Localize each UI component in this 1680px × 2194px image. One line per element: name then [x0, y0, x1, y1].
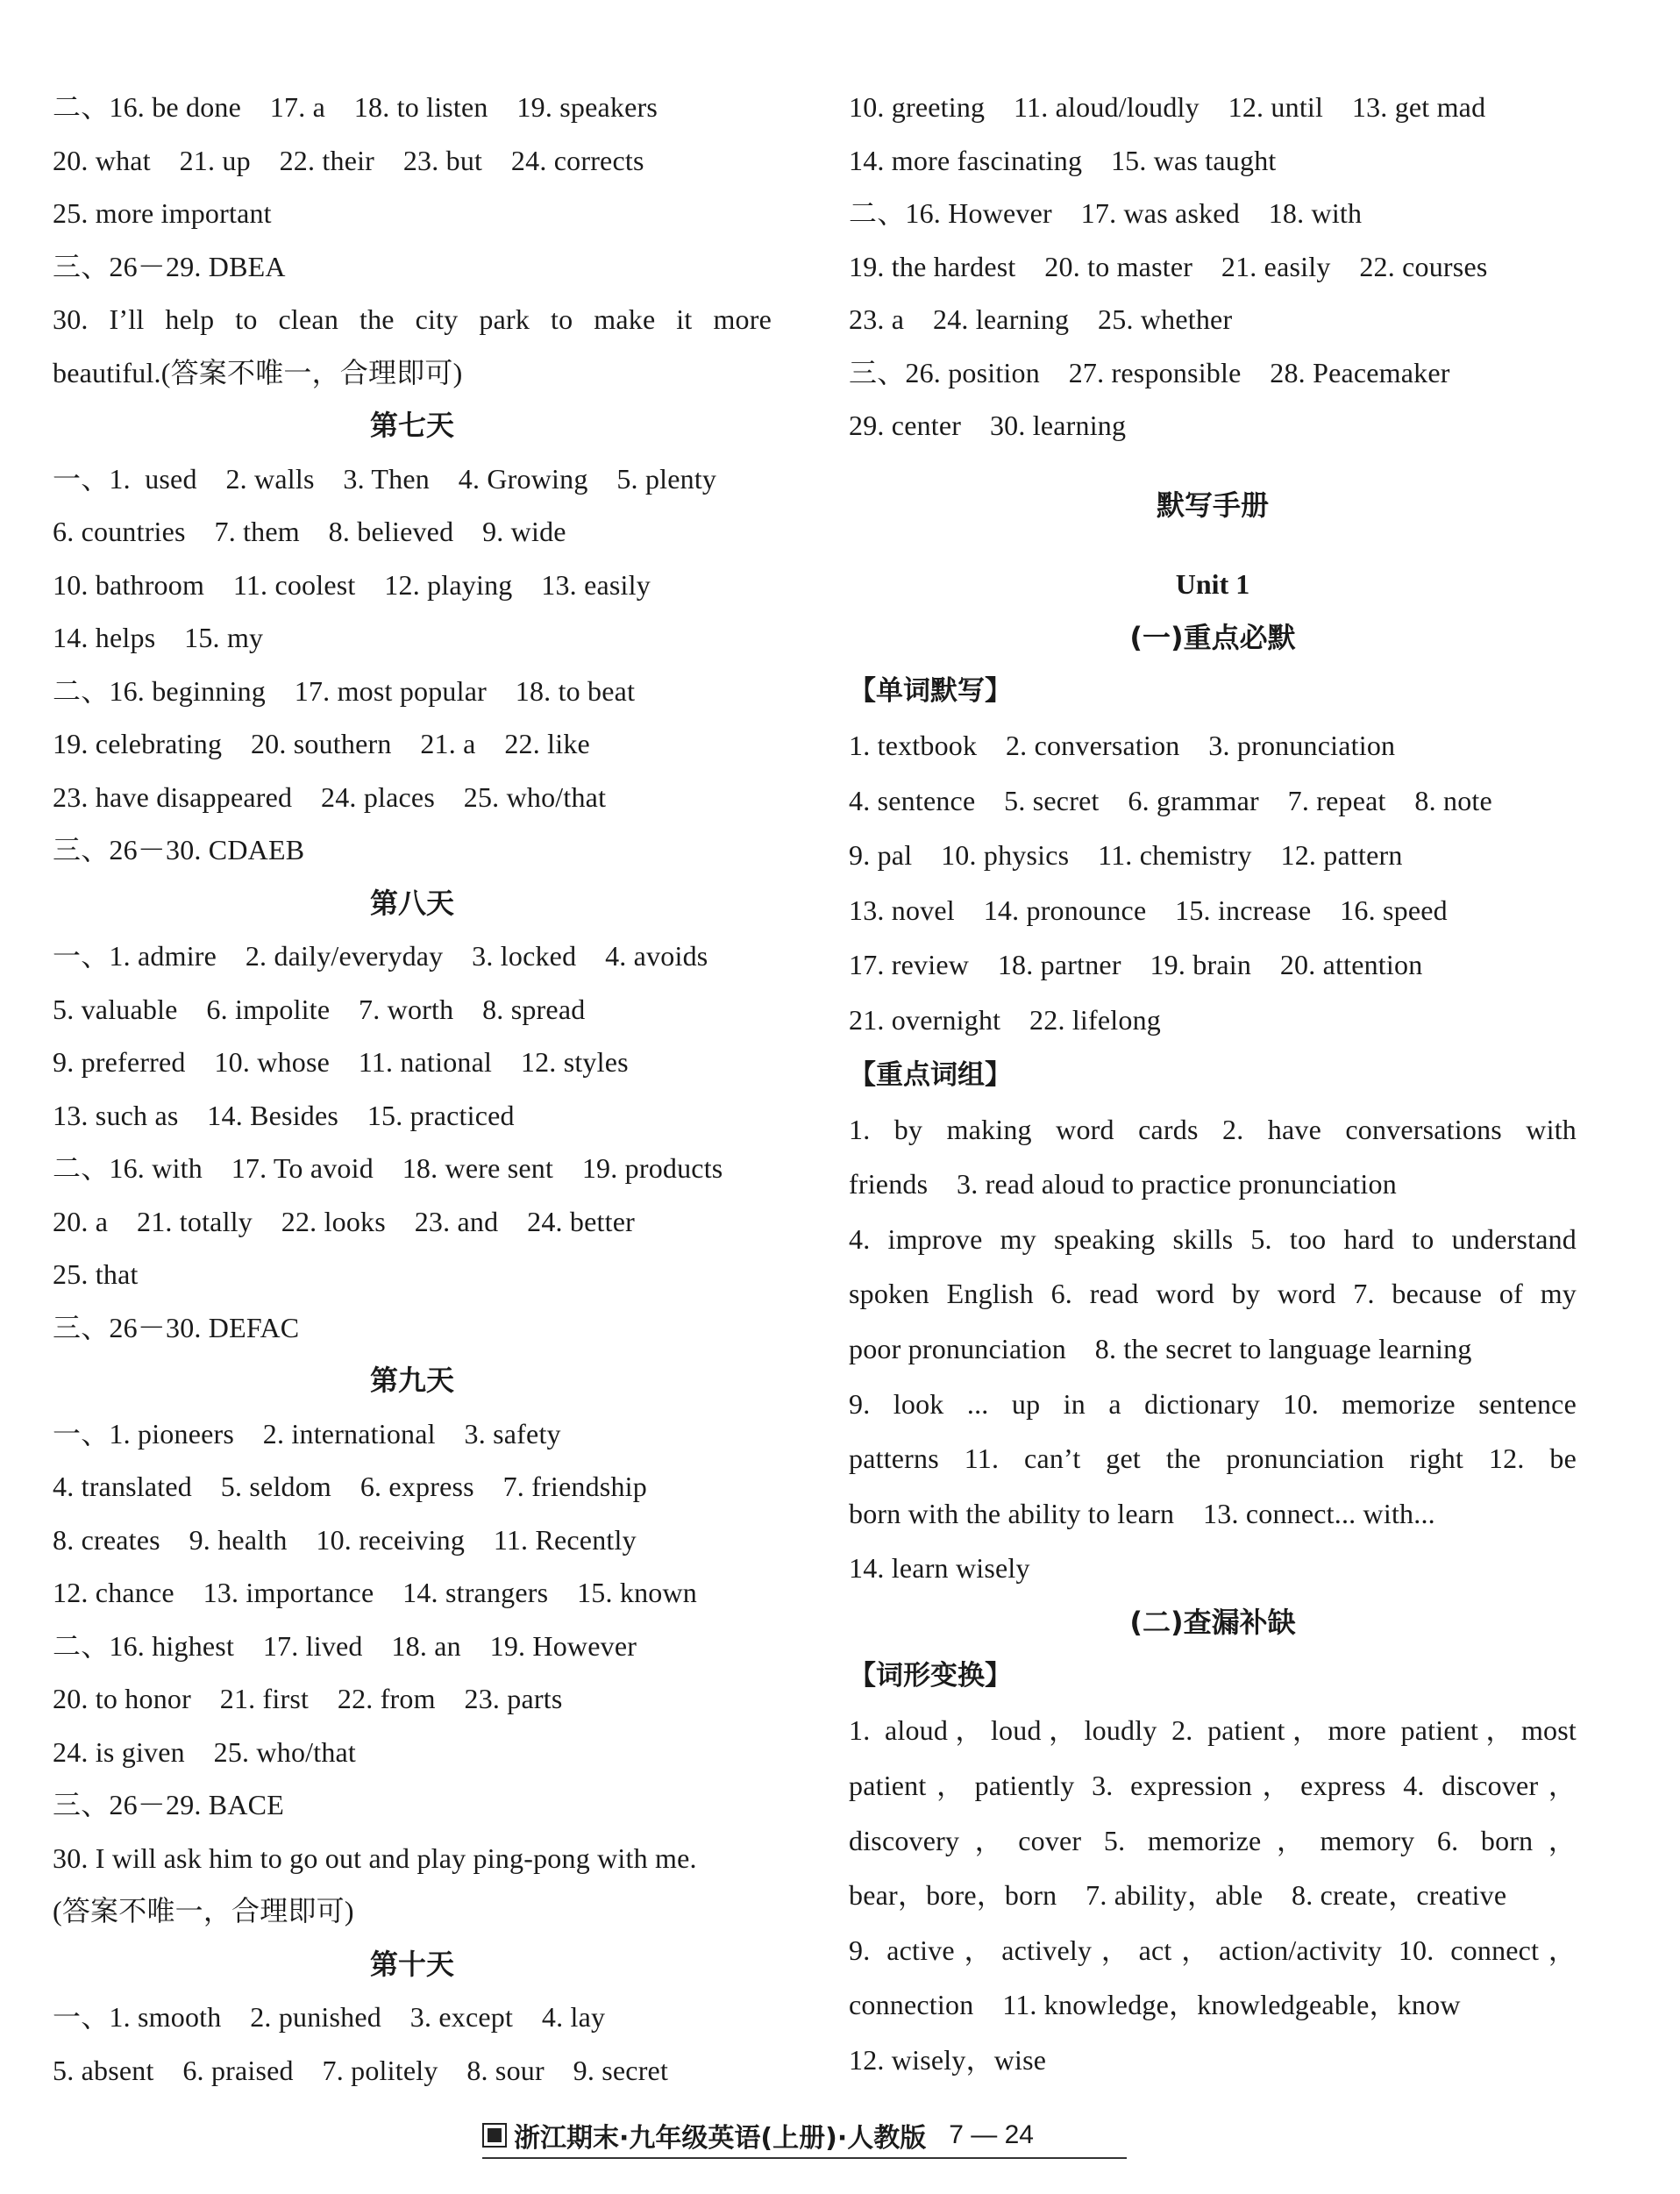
form-line: 9. active，actively，act，action/activity 10. connect，	[849, 1934, 1577, 1966]
form-line: bear，bore，born 7. ability，able 8. create，creative	[849, 1879, 1507, 1912]
phrase-line: 1. by making word cards 2. have conversations with	[849, 1113, 1577, 1145]
handbook-title: 默写手册	[1156, 488, 1269, 522]
word-line: 13. novel 14. pronounce 15. increase 16. speed	[849, 894, 1448, 926]
answer-line: 二、16. highest 17. lived 18. an 19. However	[53, 1629, 637, 1662]
answer-line: 25. that	[53, 1258, 139, 1290]
form-line: discovery，cover 5. memorize，memory 6. born，	[849, 1824, 1577, 1856]
answers-day10	[53, 1991, 772, 2097]
answers-day10-continued	[849, 81, 1577, 452]
answer-line: 23. a 24. learning 25. whether	[849, 303, 1233, 335]
answer-line: 8. creates 9. health 10. receiving 11. Recently	[53, 1523, 637, 1556]
answer-line: 一、1. admire 2. daily/everyday 3. locked 4. avoids	[53, 940, 708, 972]
phrase-line: 14. learn wisely	[849, 1552, 1030, 1585]
phrase-line: 4. improve my speaking skills 5. too hard to understand	[849, 1222, 1577, 1255]
forms-list	[849, 1703, 1577, 2087]
answer-line: 30. I’ll help to clean the city park to make it more	[53, 303, 772, 335]
day7-title: 第七天	[369, 409, 454, 442]
word-line: 17. review 18. partner 19. brain 20. attention	[849, 949, 1423, 981]
word-line: 21. overnight 22. lifelong	[849, 1003, 1161, 1036]
answer-line: 29. center 30. learning	[849, 410, 1127, 441]
publisher-logo-icon	[482, 2123, 507, 2148]
section2-title: (二)查漏补缺	[1129, 1605, 1296, 1639]
answer-line: 三、26－29. DBEA	[53, 250, 286, 282]
answer-line: (答案不唯一，合理即可)	[53, 1895, 354, 1927]
day10-title: 第十天	[369, 1947, 454, 1981]
section1-title: (一)重点必默	[1129, 620, 1296, 654]
answer-line: 20. to honor 21. first 22. from 23. parts	[53, 1683, 563, 1714]
form-line: 1. aloud，loud，loudly 2. patient，more patient，most	[849, 1714, 1577, 1747]
answer-line: 5. absent 6. praised 7. politely 8. sour 9. secret	[53, 2054, 669, 2086]
forms-label: 【词形变换】	[849, 1660, 1012, 1692]
form-line: 12. wisely，wise	[849, 2043, 1047, 2076]
answer-line: 20. what 21. up 22. their 23. but 24. corrects	[53, 144, 644, 176]
answer-line: 二、16. However 17. was asked 18. with	[849, 197, 1363, 229]
answer-line: 10. greeting 11. aloud/loudly 12. until 13. get mad	[849, 91, 1486, 123]
unit-title: Unit 1	[1175, 568, 1250, 600]
form-line: connection 11. knowledge，knowledgeable，know	[849, 1989, 1461, 2021]
day8-title: 第八天	[369, 886, 454, 920]
phrase-line: spoken English 6. read word by word 7. because of my	[849, 1278, 1577, 1310]
answer-line: 二、16. with 17. To avoid 18. were sent 19. products	[53, 1152, 723, 1184]
answer-line: 19. celebrating 20. southern 21. a 22. like	[53, 728, 590, 759]
right-column	[849, 81, 1577, 2088]
word-line: 9. pal 10. physics 11. chemistry 12. pattern	[849, 839, 1403, 872]
answers-day7	[53, 452, 772, 877]
phrase-line: friends 3. read aloud to practice pronunciation	[849, 1168, 1397, 1200]
answer-line: 5. valuable 6. impolite 7. worth 8. spread	[53, 993, 586, 1025]
page-number: 7 — 24	[949, 2120, 1034, 2149]
left-column	[53, 81, 772, 2097]
answer-line: 14. more fascinating 15. was taught	[849, 144, 1277, 176]
answer-line: 三、26－29. BACE	[53, 1789, 284, 1820]
answers-day8	[53, 930, 772, 1354]
answer-line: 23. have disappeared 24. places 25. who/that	[53, 780, 607, 813]
answer-line: 三、26. position 27. responsible 28. Peacemaker	[849, 356, 1450, 388]
answer-line: beautiful.(答案不唯一，合理即可)	[53, 356, 463, 388]
form-line: patient，patiently 3. expression，express 4. discover，	[849, 1770, 1577, 1801]
answer-line: 30. I will ask him to go out and play ping-pong with me.	[53, 1841, 697, 1874]
answer-line: 9. preferred 10. whose 11. national 12. styles	[53, 1046, 629, 1078]
phrases-label: 【重点词组】	[849, 1058, 1012, 1091]
answer-line: 20. a 21. totally 22. looks 23. and 24. better	[53, 1205, 635, 1237]
answer-line: 二、16. be done 17. a 18. to listen 19. speakers	[53, 91, 658, 123]
answer-line: 10. bathroom 11. coolest 12. playing 13. easily	[53, 568, 651, 601]
phrase-line: poor pronunciation 8. the secret to language learning	[849, 1332, 1472, 1364]
answers-day9	[53, 1407, 772, 1938]
answer-line: 一、1. pioneers 2. international 3. safety	[53, 1417, 561, 1450]
answer-line: 三、26－30. DEFAC	[53, 1311, 300, 1343]
answer-line: 一、1. used 2. walls 3. Then 4. Growing 5. plenty	[53, 462, 717, 495]
answer-line: 二、16. beginning 17. most popular 18. to beat	[53, 674, 636, 707]
word-line: 1. textbook 2. conversation 3. pronunciation	[849, 730, 1396, 761]
answer-line: 一、1. smooth 2. punished 3. except 4. lay	[53, 2001, 606, 2033]
answer-line: 三、26－30. CDAEB	[53, 834, 305, 865]
phrases-list	[849, 1102, 1577, 1596]
answer-line: 6. countries 7. them 8. believed 9. wide	[53, 516, 566, 547]
phrase-line: born with the ability to learn 13. connect... with...	[849, 1497, 1435, 1529]
answer-line: 25. more important	[53, 197, 272, 229]
day9-title: 第九天	[369, 1364, 454, 1397]
words-list	[849, 718, 1577, 1048]
answer-line: 12. chance 13. importance 14. strangers 15. known	[53, 1577, 697, 1608]
phrase-line: patterns 11. can’t get the pronunciation right 12. be	[849, 1442, 1577, 1475]
words-label: 【单词默写】	[849, 675, 1012, 707]
answer-line: 24. is given 25. who/that	[53, 1735, 357, 1768]
answers-day6-tail	[53, 81, 772, 399]
answer-line: 19. the hardest 20. to master 21. easily 22. courses	[849, 250, 1488, 282]
word-line: 4. sentence 5. secret 6. grammar 7. repeat 8. note	[849, 784, 1492, 816]
answer-line: 13. such as 14. Besides 15. practiced	[53, 1099, 515, 1131]
answer-line: 14. helps 15. my	[53, 622, 264, 653]
phrase-line: 9. look ... up in a dictionary 10. memorize sentence	[849, 1387, 1577, 1420]
page-footer	[482, 2113, 1127, 2159]
book-title: 浙江期末·九年级英语(上册)·人教版	[514, 2123, 927, 2154]
answer-line: 4. translated 5. seldom 6. express 7. friendship	[53, 1471, 647, 1502]
